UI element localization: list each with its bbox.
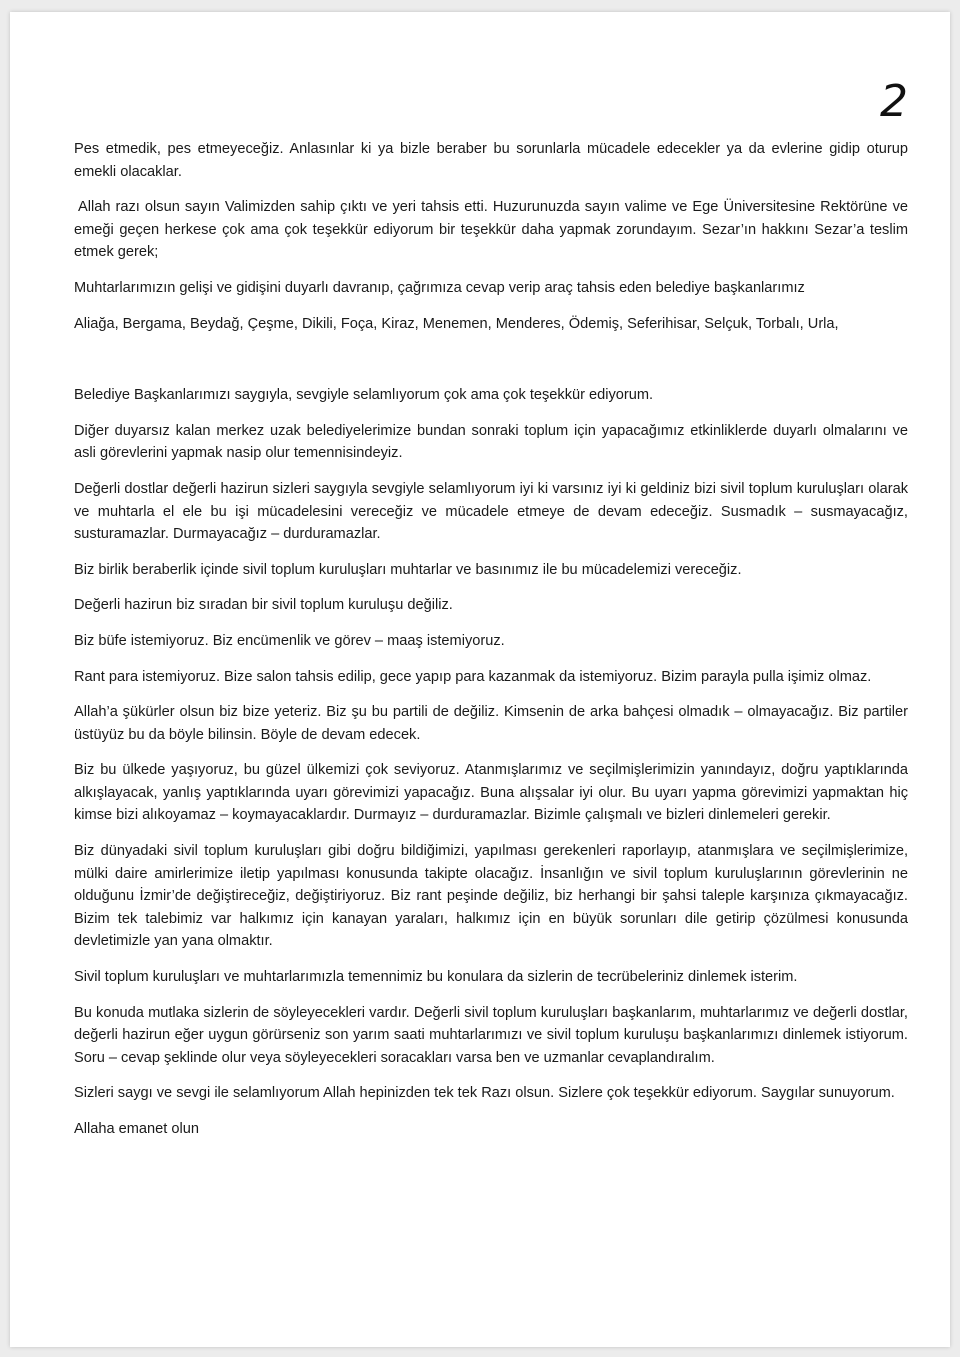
paragraph: Biz büfe istemiyoruz. Biz encümenlik ve görev – maaş istemiyoruz.	[74, 632, 505, 649]
paragraph: Muhtarlarımızın gelişi ve gidişini duyarlı davranıp, çağrımıza cevap verip araç tahsis eden belediye başkanlarımız	[74, 279, 805, 296]
page-number: 2	[880, 76, 908, 127]
paragraph: Pes etmedik, pes etmeyeceğiz. Anlasınlar ki ya bizle beraber bu sorunlarla mücadele edecekler ya da evlerine gidip oturup emekli olacaklar.	[74, 141, 908, 180]
municipality-list: Aliağa, Bergama, Beydağ, Çeşme, Dikili, Foça, Kiraz, Menemen, Menderes, Ödemiş, Seferihisar, Selçuk, Torbalı, Urla,	[74, 315, 839, 332]
paragraph: Değerli dostlar değerli hazirun sizleri saygıyla sevgiyle selamlıyorum iyi ki varsınız iyi ki geldiniz bizi sivil toplum kuruluşları olarak ve muhtarla el ele bu işi mücadelesini vereceğiz ve mücadele etmeye de devam edeceğiz. Susmadık – susmayacağız, susturamazlar. Durmayacağız – durduramazlar.	[74, 480, 908, 543]
paragraph: Biz dünyadaki sivil toplum kuruluşları gibi doğru bildiğimizi, yapılması gerekenleri raporlayıp, atanmışlara ve seçilmişlerimize, mülki daire amirlerimize iletip yapılması konusunda takipte olacağız. İnsanlığın ve sivil toplum kuruluşlarının görevlerinin ne olduğunu İzmir’de değiştireceğiz, değiştiriyoruz. Biz rant peşinde değiliz, biz herhangi bir şahsi taleple karşınıza çıkmayacağız. Bizim tek talebimiz var halkımız için kanayan yaraları, halkımız için en büyük sorunları dile getirip çözülmesi konusunda devletimizle yan yana olmaktır.	[74, 843, 908, 950]
document-body	[74, 138, 908, 1154]
paragraph: Biz bu ülkede yaşıyoruz, bu güzel ülkemizi çok seviyoruz. Atanmışlarımız ve seçilmişlerimizin yanındayız, doğru yaptıklarında alkışlayacak, yanlış yaptıklarında uyarı görevimizi yapacağız. Buna alışsalar iyi olur. Bu uyarı yapma görevimizi yapmaktan hiç kimse bizi alıkoyamaz – koymayacaklardır. Durmayız – durduramazlar. Bizimle çalışmalı ve bizleri dinlemeleri gerekir.	[74, 762, 908, 824]
document-page	[10, 12, 950, 1347]
paragraph: Belediye Başkanlarımızı saygıyla, sevgiyle selamlıyorum çok ama çok teşekkür ediyorum.	[74, 387, 654, 404]
paragraph: Allah razı olsun sayın Valimizden sahip çıktı ve yeri tahsis etti. Huzurunuzda sayın valime ve Ege Üniversitesine Rektörüne ve emeği geçen herkese çok ama çok teşekkür ediyorum bir teşekkür daha yapmak zorundayım. Sezar’ın hakkını Sezar’a teslim etmek gerek;	[74, 199, 908, 261]
paragraph: Biz birlik beraberlik içinde sivil toplum kuruluşları muhtarlar ve basınımız ile bu mücadelemizi vereceğiz.	[74, 561, 742, 578]
paragraph: Sivil toplum kuruluşları ve muhtarlarımızla temennimiz bu konulara da sizlerin de tecrübeleriniz dinlemek isterim.	[74, 969, 798, 986]
paragraph: Bu konuda mutlaka sizlerin de söyleyecekleri vardır. Değerli sivil toplum kuruluşları başkanlarım, muhtarlarımız ve değerli dostlar, değerli hazirun eğer uygun görürseniz son yarım saati muhtarlarımızı ve sivil toplum kuruluşu başkanlarımızı dinlemek istiyorum. Soru – cevap şeklinde olur veya söyleyecekleri soracakları varsa ben ve uzmanlar cevaplandıralım.	[74, 1004, 908, 1066]
paragraph: Allah’a şükürler olsun biz bize yeteriz. Biz şu bu partili de değiliz. Kimsenin de arka bahçesi olmadık – olmayacağız. Biz partiler üstüyüz bu da böyle bilinsin. Böyle de devam edecek.	[74, 704, 908, 743]
paragraph: Değerli hazirun biz sıradan bir sivil toplum kuruluşu değiliz.	[74, 597, 453, 614]
paragraph: Diğer duyarsız kalan merkez uzak belediyelerimize bundan sonraki toplum için yapacağımız etkinliklerde duyarlı olmalarını ve asli görevlerini yapmak nasip olur temennisindeyiz.	[74, 422, 908, 462]
paragraph: Rant para istemiyoruz. Bize salon tahsis edilip, gece yapıp para kazanmak da istemiyoruz. Bizim parayla pulla işimiz olmaz.	[74, 668, 872, 685]
paragraph: Sizleri saygı ve sevgi ile selamlıyorum Allah hepinizden tek tek Razı olsun. Sizlere çok teşekkür ediyorum. Saygılar sunuyorum.	[74, 1085, 895, 1102]
closing-line: Allaha emanet olun	[74, 1121, 199, 1137]
